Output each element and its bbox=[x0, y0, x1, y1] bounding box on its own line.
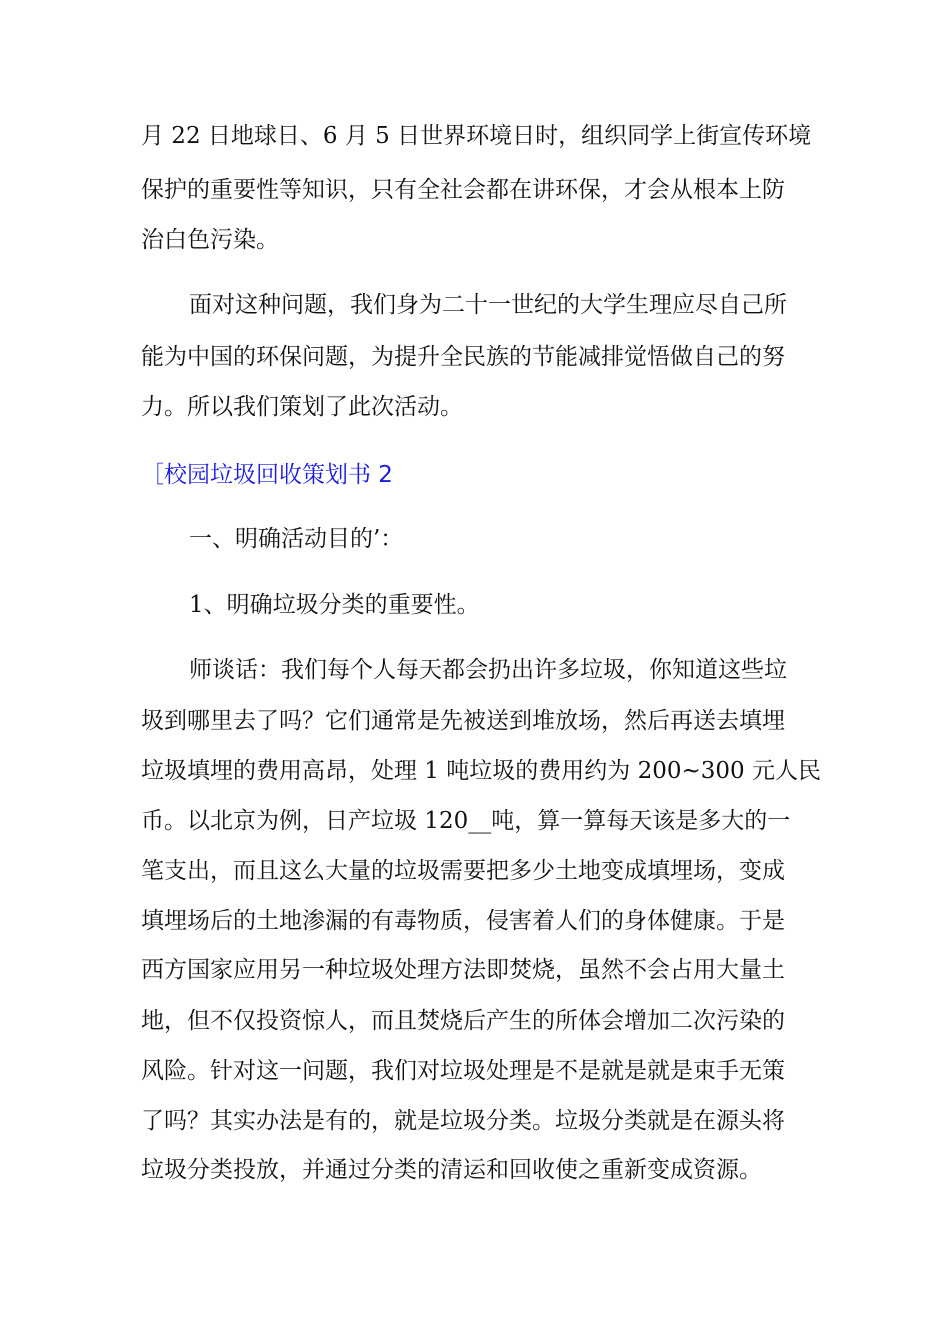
paragraph-1-line-2: 保护的重要性等知识，只有全社会都在讲环保，才会从根本上防 bbox=[141, 177, 785, 203]
paragraph-1-line-3: 治白色污染。 bbox=[141, 227, 279, 253]
paragraph-3-line-11: 垃圾分类投放，并通过分类的清运和回收使之重新变成资源。 bbox=[141, 1157, 762, 1183]
paragraph-3-line-2: 圾到哪里去了吗？它们通常是先被送到堆放场，然后再送去填埋 bbox=[141, 708, 785, 734]
paragraph-3-line-1: 师谈话：我们每个人每天都会扔出许多垃圾，你知道这些垃 bbox=[189, 657, 787, 683]
paragraph-2-line-3: 力。所以我们策划了此次活动。 bbox=[141, 394, 463, 420]
paragraph-3-line-6: 填埋场后的土地渗漏的有毒物质，侵害着人们的身体健康。于是 bbox=[141, 908, 785, 934]
item-1: 1、明确垃圾分类的重要性。 bbox=[189, 592, 480, 618]
paragraph-3-line-4: 币。以北京为例，日产垃圾 120__吨，算一算每天该是多大的一 bbox=[141, 808, 791, 834]
paragraph-3-line-3: 垃圾填埋的费用高昂，处理 1 吨垃圾的费用约为 200~300 元人民 bbox=[141, 758, 821, 784]
paragraph-1-line-1: 月 22 日地球日、6 月 5 日世界环境日时，组织同学上街宣传环境 bbox=[141, 123, 812, 149]
paragraph-3-line-8: 地，但不仅投资惊人，而且焚烧后产生的所体会增加二次污染的 bbox=[141, 1008, 785, 1034]
paragraph-3-line-10: 了吗？其实办法是有的，就是垃圾分类。垃圾分类就是在源头将 bbox=[141, 1108, 785, 1134]
paragraph-3-line-9: 风险。针对这一问题，我们对垃圾处理是不是就是就是束手无策 bbox=[141, 1058, 785, 1084]
section-1-title: 一、明确活动目的’： bbox=[189, 526, 404, 552]
paragraph-2-line-2: 能为中国的环保问题，为提升全民族的节能减排觉悟做自己的努 bbox=[141, 344, 785, 370]
paragraph-3-line-7: 西方国家应用另一种垃圾处理方法即焚烧，虽然不会占用大量土 bbox=[141, 957, 785, 983]
paragraph-3-line-5: 笔支出，而且这么大量的垃圾需要把多少土地变成填埋场，变成 bbox=[141, 858, 785, 884]
paragraph-2-line-1: 面对这种问题，我们身为二十一世纪的大学生理应尽自己所 bbox=[189, 292, 787, 318]
section-heading: ［校园垃圾回收策划书 2 bbox=[141, 462, 393, 488]
